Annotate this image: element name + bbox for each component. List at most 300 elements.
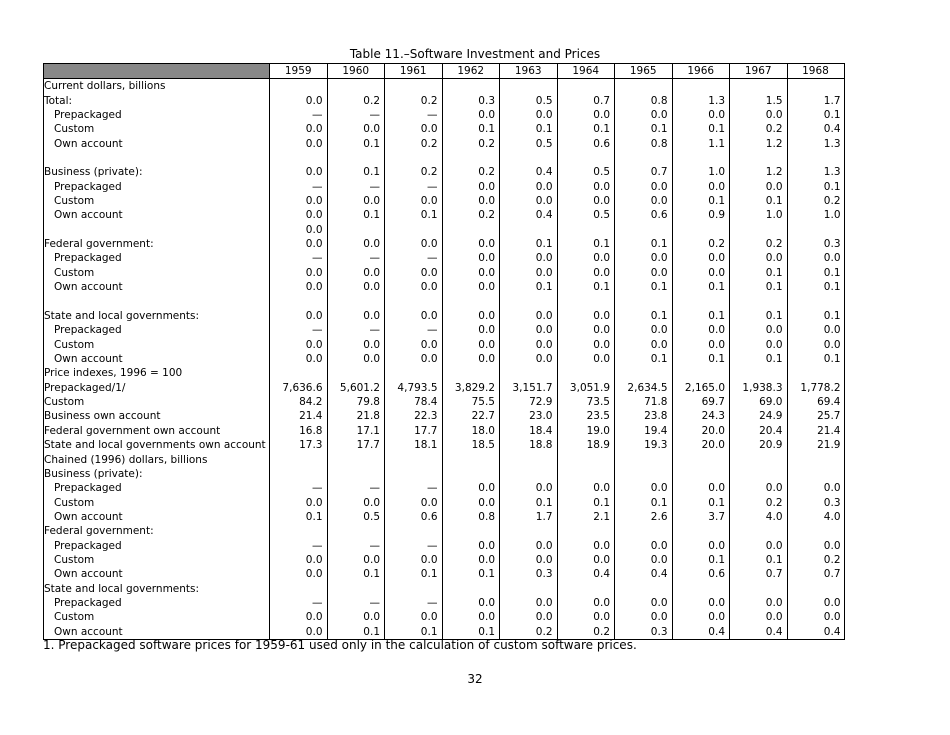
table-row xyxy=(44,596,845,610)
row-label: Federal government own account xyxy=(44,424,270,438)
value-cell xyxy=(557,223,615,237)
value-cell: 0.1 xyxy=(730,266,788,280)
header-corner-cell xyxy=(44,64,270,79)
value-cell: 0.1 xyxy=(730,280,788,294)
table-row xyxy=(44,266,845,280)
value-cell: 0.0 xyxy=(327,122,385,136)
table-row xyxy=(44,93,845,107)
value-cell xyxy=(500,582,558,596)
value-cell: 0.0 xyxy=(385,553,443,567)
value-cell: 20.4 xyxy=(730,424,788,438)
row-label: Own account xyxy=(44,208,270,222)
value-cell: 0.7 xyxy=(615,165,673,179)
table-row xyxy=(44,553,845,567)
row-label: Current dollars, billions xyxy=(44,79,270,94)
value-cell: 0.1 xyxy=(672,553,730,567)
value-cell: 0.0 xyxy=(442,194,500,208)
value-cell xyxy=(385,452,443,466)
value-cell: 0.0 xyxy=(385,237,443,251)
table-row xyxy=(44,409,845,423)
value-cell: — xyxy=(327,108,385,122)
value-cell: 0.0 xyxy=(385,610,443,624)
value-cell: 0.0 xyxy=(442,266,500,280)
value-cell xyxy=(270,582,328,596)
value-cell: 0.0 xyxy=(385,352,443,366)
value-cell: 0.0 xyxy=(730,251,788,265)
value-cell: 0.0 xyxy=(442,180,500,194)
value-cell: 0.7 xyxy=(730,567,788,581)
value-cell: 2.6 xyxy=(615,510,673,524)
value-cell: 0.2 xyxy=(385,93,443,107)
row-label: Business own account xyxy=(44,409,270,423)
value-cell: 0.0 xyxy=(500,481,558,495)
table-row xyxy=(44,524,845,538)
value-cell: 0.1 xyxy=(442,122,500,136)
row-label: Prepackaged xyxy=(44,596,270,610)
value-cell: 0.1 xyxy=(500,280,558,294)
value-cell: 0.0 xyxy=(615,266,673,280)
value-cell: 0.0 xyxy=(823,539,841,552)
value-cell: 0.1 xyxy=(615,352,673,366)
value-cell: 0.2 xyxy=(500,625,558,640)
value-cell: 0.0 xyxy=(327,266,385,280)
value-cell: 0.1 xyxy=(823,353,841,365)
value-cell xyxy=(672,223,730,237)
value-cell xyxy=(270,452,328,466)
year-header: 1963 xyxy=(500,64,558,79)
table-title: Table 11.–Software Investment and Prices xyxy=(349,47,601,61)
value-cell xyxy=(787,79,844,94)
value-cell xyxy=(385,524,443,538)
value-cell xyxy=(730,524,788,538)
value-cell xyxy=(442,151,500,165)
value-cell: 69.0 xyxy=(730,395,788,409)
value-cell: 0.2 xyxy=(730,237,788,251)
value-cell: 4.0 xyxy=(730,510,788,524)
value-cell: 0.0 xyxy=(500,194,558,208)
value-cell xyxy=(615,524,673,538)
value-cell: 0.0 xyxy=(327,352,385,366)
value-cell: 0.0 xyxy=(823,252,841,265)
value-cell: 0.0 xyxy=(270,280,328,294)
value-cell: 0.0 xyxy=(270,136,328,150)
value-cell xyxy=(270,151,328,165)
value-cell: 0.0 xyxy=(442,553,500,567)
value-cell: 17.7 xyxy=(385,424,443,438)
value-cell xyxy=(730,223,788,237)
table-row xyxy=(44,567,845,581)
value-cell: 0.2 xyxy=(730,122,788,136)
value-cell: 0.0 xyxy=(327,280,385,294)
value-cell: 0.1 xyxy=(500,495,558,509)
row-label: Custom xyxy=(44,495,270,509)
table-row xyxy=(44,510,845,524)
value-cell xyxy=(730,452,788,466)
year-header: 1961 xyxy=(385,64,443,79)
value-cell: 0.0 xyxy=(270,266,328,280)
value-cell xyxy=(730,467,788,481)
value-cell: 18.1 xyxy=(385,438,443,452)
value-cell: 20.0 xyxy=(672,438,730,452)
value-cell: 1.0 xyxy=(672,165,730,179)
value-cell: 79.8 xyxy=(327,395,385,409)
value-cell: 0.1 xyxy=(730,352,788,366)
value-cell: 0.1 xyxy=(672,122,730,136)
value-cell: — xyxy=(327,481,385,495)
value-cell xyxy=(672,366,730,380)
value-cell: 0.2 xyxy=(442,136,500,150)
value-cell: 21.4 xyxy=(270,409,328,423)
value-cell xyxy=(730,582,788,596)
value-cell xyxy=(557,79,615,94)
value-cell xyxy=(327,524,385,538)
value-cell: 0.1 xyxy=(385,625,443,640)
value-cell: 0.0 xyxy=(442,481,500,495)
value-cell xyxy=(615,452,673,466)
value-cell xyxy=(500,294,558,308)
row-label: Prepackaged xyxy=(44,481,270,495)
value-cell: 0.0 xyxy=(557,309,615,323)
table-row xyxy=(44,251,845,265)
value-cell: 0.0 xyxy=(672,596,730,610)
value-cell: 0.0 xyxy=(327,194,385,208)
value-cell: 0.1 xyxy=(672,194,730,208)
value-cell: 0.1 xyxy=(557,237,615,251)
value-cell: 75.5 xyxy=(442,395,500,409)
row-label: Custom xyxy=(44,122,270,136)
value-cell: 0.0 xyxy=(270,122,328,136)
value-cell: 0.1 xyxy=(672,280,730,294)
value-cell: 0.1 xyxy=(270,510,328,524)
value-cell: 0.0 xyxy=(442,323,500,337)
value-cell: 0.5 xyxy=(557,208,615,222)
value-cell: 0.4 xyxy=(823,123,841,136)
table-row xyxy=(44,108,845,122)
table-row xyxy=(44,582,845,596)
value-cell xyxy=(442,524,500,538)
row-label: Prepackaged xyxy=(44,251,270,265)
value-cell xyxy=(672,467,730,481)
value-cell: 0.1 xyxy=(615,122,673,136)
value-cell: 0.4 xyxy=(615,567,673,581)
value-cell xyxy=(615,582,673,596)
value-cell: 0.0 xyxy=(672,108,730,122)
value-cell: 0.0 xyxy=(385,337,443,351)
value-cell: 0.2 xyxy=(730,495,788,509)
table-row xyxy=(44,180,845,194)
table-row xyxy=(44,223,845,237)
value-cell: 0.1 xyxy=(672,352,730,366)
table-row xyxy=(44,151,845,165)
value-cell: 0.0 xyxy=(500,596,558,610)
value-cell: 0.6 xyxy=(672,567,730,581)
value-cell: 0.1 xyxy=(823,108,841,121)
value-cell: 0.3 xyxy=(615,625,673,640)
value-cell: 0.0 xyxy=(672,266,730,280)
value-cell: 0.0 xyxy=(730,108,788,122)
value-cell xyxy=(787,452,844,466)
footnote: 1. Prepackaged software prices for 1959-61 used only in the calculation of custom software prices. xyxy=(43,638,637,652)
value-cell: 1.2 xyxy=(730,165,788,179)
value-cell: 0.0 xyxy=(442,280,500,294)
value-cell xyxy=(557,366,615,380)
row-label: Custom xyxy=(44,337,270,351)
row-label: Prepackaged xyxy=(44,323,270,337)
value-cell: 0.1 xyxy=(385,208,443,222)
value-cell: 2.1 xyxy=(557,510,615,524)
value-cell: 0.0 xyxy=(442,539,500,553)
value-cell: 0.4 xyxy=(557,567,615,581)
table-row xyxy=(44,352,845,366)
value-cell: 0.1 xyxy=(823,266,841,279)
value-cell xyxy=(270,294,328,308)
value-cell: — xyxy=(327,323,385,337)
value-cell xyxy=(327,294,385,308)
value-cell: 0.0 xyxy=(270,625,328,640)
value-cell: 0.4 xyxy=(500,208,558,222)
row-label: State and local governments own account xyxy=(44,438,270,452)
value-cell xyxy=(787,151,844,165)
value-cell xyxy=(442,79,500,94)
value-cell xyxy=(787,366,844,380)
value-cell: 0.0 xyxy=(557,610,615,624)
table-row xyxy=(44,165,845,179)
value-cell: 0.0 xyxy=(442,108,500,122)
value-cell: 18.4 xyxy=(500,424,558,438)
value-cell xyxy=(327,79,385,94)
value-cell: 18.5 xyxy=(442,438,500,452)
value-cell xyxy=(615,223,673,237)
value-cell: 3.7 xyxy=(672,510,730,524)
value-cell: — xyxy=(270,539,328,553)
value-cell: 0.2 xyxy=(385,136,443,150)
value-cell xyxy=(442,366,500,380)
value-cell: 0.0 xyxy=(672,610,730,624)
year-header: 1960 xyxy=(327,64,385,79)
value-cell: 0.1 xyxy=(730,553,788,567)
value-cell xyxy=(327,582,385,596)
value-cell: — xyxy=(385,596,443,610)
value-cell: 0.0 xyxy=(270,194,328,208)
value-cell: — xyxy=(327,539,385,553)
value-cell: 0.4 xyxy=(500,165,558,179)
value-cell: — xyxy=(270,323,328,337)
value-cell xyxy=(672,582,730,596)
row-label: Own account xyxy=(44,625,270,640)
value-cell: 0.0 xyxy=(385,309,443,323)
value-cell xyxy=(270,366,328,380)
value-cell: 0.6 xyxy=(615,208,673,222)
value-cell: 17.7 xyxy=(327,438,385,452)
value-cell xyxy=(385,294,443,308)
value-cell: 0.0 xyxy=(557,108,615,122)
value-cell xyxy=(385,582,443,596)
row-label xyxy=(44,294,270,308)
value-cell: 0.0 xyxy=(500,180,558,194)
value-cell: 0.0 xyxy=(615,251,673,265)
value-cell: — xyxy=(270,251,328,265)
value-cell xyxy=(327,151,385,165)
value-cell xyxy=(557,582,615,596)
value-cell xyxy=(327,223,385,237)
value-cell xyxy=(270,467,328,481)
table-row xyxy=(44,337,845,351)
value-cell: 20.0 xyxy=(672,424,730,438)
row-label: Custom xyxy=(44,194,270,208)
value-cell: 17.1 xyxy=(327,424,385,438)
value-cell: 0.0 xyxy=(385,280,443,294)
table-row xyxy=(44,366,845,380)
value-cell: 0.0 xyxy=(615,337,673,351)
value-cell: 0.4 xyxy=(730,625,788,640)
value-cell: 19.0 xyxy=(557,424,615,438)
value-cell: 0.0 xyxy=(442,309,500,323)
table-row xyxy=(44,438,845,452)
value-cell: 0.0 xyxy=(557,352,615,366)
value-cell: 0.0 xyxy=(672,180,730,194)
value-cell: 0.1 xyxy=(615,280,673,294)
value-cell: 0.1 xyxy=(500,122,558,136)
year-header: 1968 xyxy=(787,64,844,79)
row-label: Custom xyxy=(44,553,270,567)
row-label: Business (private): xyxy=(44,165,270,179)
value-cell: 1,778.2 xyxy=(800,381,841,394)
row-label xyxy=(44,151,270,165)
value-cell: 0.1 xyxy=(385,567,443,581)
value-cell: 22.7 xyxy=(442,409,500,423)
value-cell: 0.0 xyxy=(672,481,730,495)
row-label: Own account xyxy=(44,510,270,524)
value-cell: 23.0 xyxy=(500,409,558,423)
value-cell: 0.0 xyxy=(442,610,500,624)
table-row xyxy=(44,481,845,495)
value-cell: 1.0 xyxy=(823,209,841,222)
value-cell: 0.0 xyxy=(500,251,558,265)
value-cell: — xyxy=(385,481,443,495)
value-cell: 1.7 xyxy=(823,94,841,107)
value-cell: 71.8 xyxy=(615,395,673,409)
value-cell: 0.1 xyxy=(442,567,500,581)
value-cell: — xyxy=(270,596,328,610)
table-body xyxy=(44,79,845,640)
value-cell: 17.3 xyxy=(270,438,328,452)
value-cell xyxy=(385,366,443,380)
value-cell: 0.0 xyxy=(327,553,385,567)
value-cell xyxy=(787,467,844,481)
value-cell: 0.0 xyxy=(500,266,558,280)
page-number: 32 xyxy=(467,672,483,686)
value-cell xyxy=(672,294,730,308)
value-cell: 0.2 xyxy=(557,625,615,640)
value-cell: 3,829.2 xyxy=(442,381,500,395)
value-cell xyxy=(672,452,730,466)
value-cell: 0.0 xyxy=(442,251,500,265)
value-cell: 0.0 xyxy=(730,337,788,351)
value-cell: 0.0 xyxy=(270,165,328,179)
value-cell: 0.0 xyxy=(270,337,328,351)
value-cell: — xyxy=(385,323,443,337)
value-cell xyxy=(442,294,500,308)
value-cell xyxy=(730,294,788,308)
table-row xyxy=(44,208,845,222)
value-cell: 24.3 xyxy=(672,409,730,423)
value-cell xyxy=(385,151,443,165)
row-label: Chained (1996) dollars, billions xyxy=(44,452,270,466)
value-cell: 0.0 xyxy=(615,553,673,567)
value-cell xyxy=(557,452,615,466)
table-row xyxy=(44,237,845,251)
value-cell: 3,051.9 xyxy=(557,381,615,395)
value-cell: 18.0 xyxy=(442,424,500,438)
value-cell: 69.7 xyxy=(672,395,730,409)
value-cell xyxy=(672,79,730,94)
value-cell xyxy=(442,452,500,466)
year-header: 1959 xyxy=(270,64,328,79)
value-cell: — xyxy=(327,180,385,194)
table-row xyxy=(44,280,845,294)
value-cell: 0.0 xyxy=(730,180,788,194)
value-cell: 0.1 xyxy=(615,495,673,509)
value-cell: 21.8 xyxy=(327,409,385,423)
value-cell xyxy=(327,467,385,481)
value-cell: 0.0 xyxy=(270,352,328,366)
value-cell: 0.0 xyxy=(327,337,385,351)
value-cell: 0.1 xyxy=(327,136,385,150)
row-label: Federal government: xyxy=(44,524,270,538)
value-cell: 24.9 xyxy=(730,409,788,423)
value-cell: 20.9 xyxy=(730,438,788,452)
table-row xyxy=(44,395,845,409)
value-cell xyxy=(500,223,558,237)
value-cell: 0.1 xyxy=(557,280,615,294)
value-cell xyxy=(500,452,558,466)
value-cell: 0.0 xyxy=(442,495,500,509)
value-cell: 0.7 xyxy=(823,568,841,581)
value-cell: 4.0 xyxy=(823,510,841,523)
table-row xyxy=(44,467,845,481)
value-cell: 0.0 xyxy=(270,93,328,107)
row-label: Own account xyxy=(44,352,270,366)
value-cell xyxy=(500,467,558,481)
table-row xyxy=(44,452,845,466)
value-cell xyxy=(787,294,844,308)
value-cell: 0.7 xyxy=(557,93,615,107)
row-label xyxy=(44,223,270,237)
value-cell xyxy=(442,582,500,596)
value-cell: 0.0 xyxy=(500,323,558,337)
value-cell: 0.0 xyxy=(557,180,615,194)
row-label: Prepackaged/1/ xyxy=(44,381,270,395)
value-cell: 0.0 xyxy=(327,309,385,323)
value-cell: 0.0 xyxy=(500,352,558,366)
value-cell: 0.0 xyxy=(823,482,841,495)
value-cell: 73.5 xyxy=(557,395,615,409)
value-cell: 0.0 xyxy=(823,338,841,351)
value-cell: 0.0 xyxy=(672,323,730,337)
value-cell: 0.1 xyxy=(615,309,673,323)
value-cell: 0.0 xyxy=(730,610,788,624)
value-cell xyxy=(385,79,443,94)
value-cell: 0.0 xyxy=(823,611,841,624)
value-cell: 1.3 xyxy=(823,137,841,150)
value-cell: — xyxy=(270,481,328,495)
value-cell: 0.8 xyxy=(615,93,673,107)
value-cell: 0.0 xyxy=(615,323,673,337)
value-cell: 0.0 xyxy=(557,194,615,208)
value-cell: 22.3 xyxy=(385,409,443,423)
value-cell xyxy=(730,151,788,165)
value-cell xyxy=(730,366,788,380)
